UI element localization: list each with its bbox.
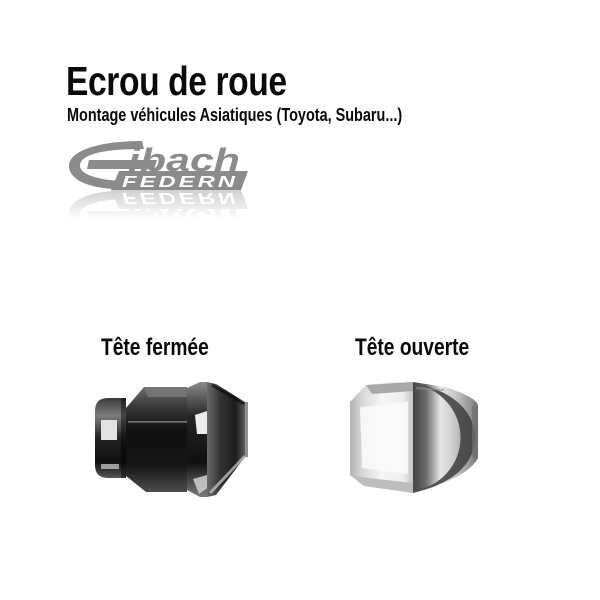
eibach-logo — [62, 140, 252, 220]
logo-reflection — [69, 189, 248, 220]
eibach-logo-image — [62, 140, 252, 220]
page-subtitle: Montage véhicules Asiatiques (Toyota, Subaru...) — [67, 104, 403, 125]
closed-nut-label: Tête fermée — [101, 334, 209, 361]
open-nut-drawing — [350, 382, 478, 493]
page-title: Ecrou de roue — [66, 58, 287, 104]
open-nut-image — [350, 382, 478, 493]
open-nut-label: Tête ouverte — [355, 334, 470, 361]
closed-nut-image — [95, 382, 248, 497]
closed-nut-drawing — [95, 382, 248, 497]
